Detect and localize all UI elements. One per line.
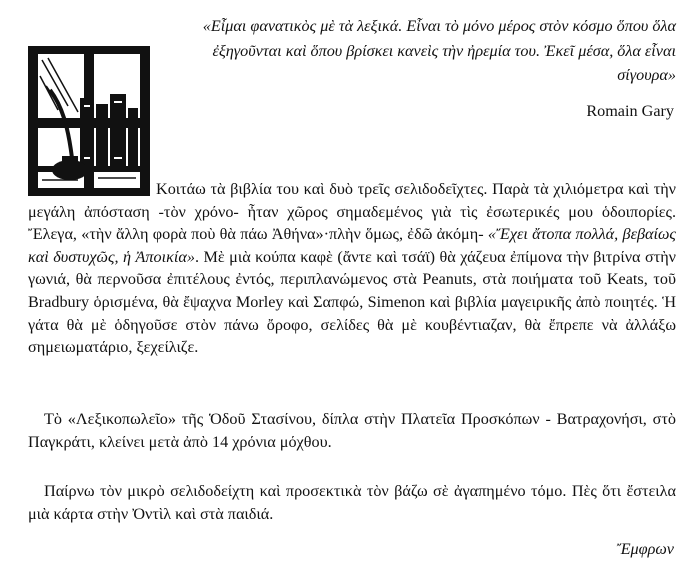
signature: Ἔμφρων — [616, 540, 674, 558]
paragraph-3: Παίρνω τὸν μικρὸ σελιδοδείχτη καὶ προσεκτικὰ τὸν βάζω σὲ ἀγαπημένο τόμο. Πὲς ὅτι ἔστειλα μιὰ κάρτα στὴν Ὀντὶλ καὶ στὰ παιδιά. — [28, 482, 676, 523]
paragraph-2: Τὸ «Λεξικοπωλεῖο» τῆς Ὁδοῦ Στασίνου, δίπλα στὴν Πλατεῖα Προσκόπων - Βατραχονήσι, στὸ Παγκράτι, κλείνει μετὰ ἀπὸ 14 χρόνια μόχθου. — [28, 410, 676, 451]
paragraph-1-text-end: . Μὲ μιὰ κούπα καφὲ (ἄντε καὶ τσάϊ) θὰ χάζευα ἐπίμονα τὴν βιτρίνα στὴν γωνιά, θὰ περνοῦσα ἐπιτέλους ἐντός, περιπλανώμενος στὰ Peanuts, στὰ ποιήματα τοῦ Keats, τοῦ Bradbury ὁρισμένα, θὰ ἔψαχνα Morley καὶ Σαπφώ, Simenon καὶ βιβλία μαγειρικῆς ἀπὸ ποιητές. Ἡ γάτα θὰ μὲ ὁδηγοῦσε στὸν πάνω ὄροφο, σελίδες θὰ μὲ κουβέντιαζαν, θὰ ἔπρεπε νὰ ἀλλάξω σημειωματάριο, ξεχείλιζε. — [28, 247, 676, 357]
epigraph-author: Romain Gary — [586, 102, 674, 120]
paragraph-1-text-start: Κοιτάω τὰ βιβλία του καὶ δυὸ τρεῖς σελιδοδεῖχτες. Παρὰ τὰ χιλιόμετρα καὶ τὴν μεγάλη ἀπόσταση -τὸν χρόνο- ἦταν χῶρος σημαδεμένος γιὰ τὶς ἐσωτερικές μου ὁδοιπορίες. Ἔλεγα, «τὴν ἄλλη φορὰ ποὺ θὰ πάω Ἀθήνα»·πλὴν ὅμως, ἐδῶ ἀκόμη- — [28, 180, 676, 244]
epigraph-quote: «Εἶμαι φανατικὸς μὲ τὰ λεξικά. Εἶναι τὸ μόνο μέρος στὸν κόσμο ὅπου ὅλα ἐξηγοῦνται καὶ ὅπου βρίσκει κανεὶς τὴν ἠρεμία του. Ἐκεῖ μέσα, ὅλα εἶναι σίγουρα» — [202, 17, 676, 85]
window-books-quill-icon — [28, 46, 150, 196]
paragraph-1-quote: «Ἔχει ἄτοπα πολλά, βεβαίως καὶ δυστυχῶς, ἡ Ἀποικία» — [28, 225, 677, 266]
paragraph-1 — [28, 178, 676, 359]
